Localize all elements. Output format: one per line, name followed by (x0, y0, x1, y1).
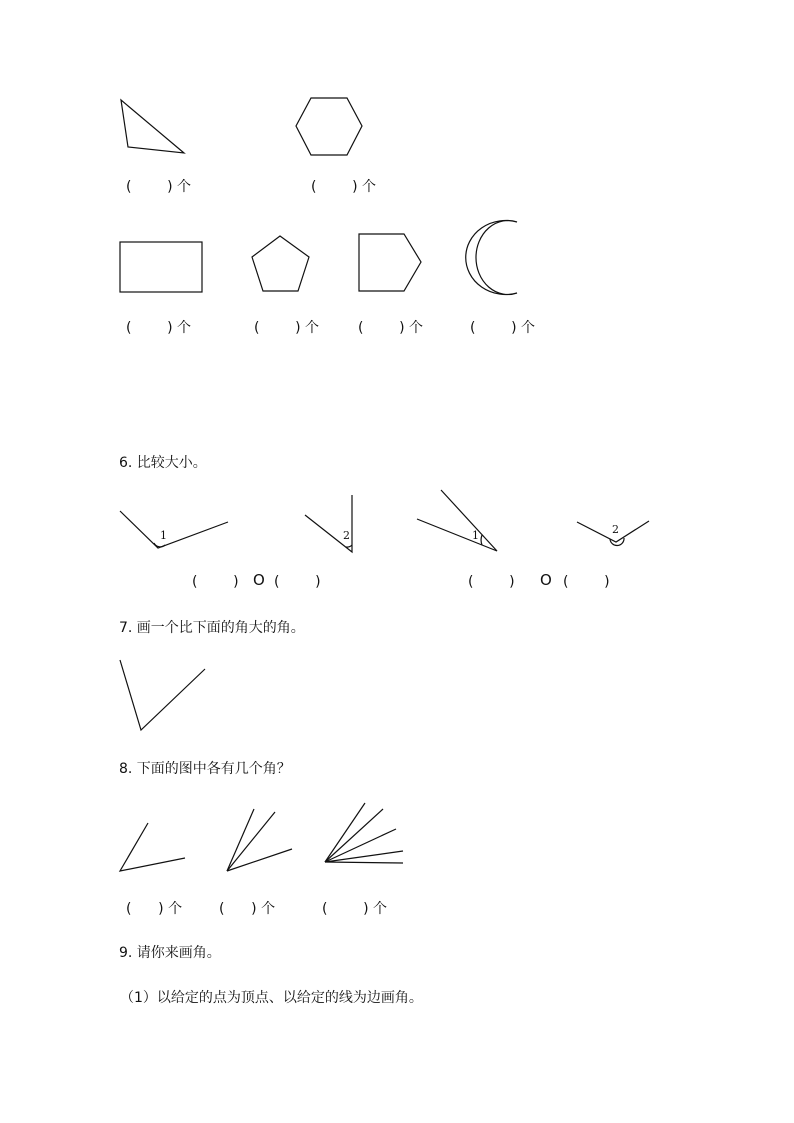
compare-blank-right-2[interactable]: ( ) (563, 574, 610, 590)
triangle-shape (121, 100, 184, 153)
figure-one-angle (120, 823, 185, 871)
count-blank-hexagon[interactable]: ( ) 个 (311, 179, 376, 195)
hexagon-shape (296, 98, 362, 155)
question-9-title: 9. 请你来画角。 (119, 945, 221, 961)
compare-circle-1[interactable]: O (253, 571, 265, 589)
arrow-pentagon-shape (359, 234, 421, 291)
compare-circle-2[interactable]: O (540, 571, 552, 589)
angle-1-left (120, 511, 228, 548)
question-8-title: 8. 下面的图中各有几个角？ (119, 761, 291, 777)
rectangle-shape (120, 242, 202, 292)
count-blank-pentagon[interactable]: ( ) 个 (254, 320, 319, 336)
compare-blank-right-1[interactable]: ( ) (274, 574, 321, 590)
figure-three-rays (227, 809, 292, 871)
angle-label-1: 1 (160, 529, 167, 542)
count-blank-figure-1[interactable]: ( ) 个 (126, 901, 183, 917)
count-blank-rectangle[interactable]: ( ) 个 (126, 320, 191, 336)
count-blank-figure-3[interactable]: ( ) 个 (322, 901, 387, 917)
reference-angle (120, 660, 205, 730)
angle-label-2: 2 (343, 529, 350, 542)
angle-1-right (417, 490, 497, 551)
angle-label-2b: 2 (612, 523, 619, 536)
pentagon-shape (252, 236, 309, 291)
count-blank-arrow-pentagon[interactable]: ( ) 个 (358, 320, 423, 336)
question-7-title: 7. 画一个比下面的角大的角。 (119, 620, 305, 636)
count-blank-triangle[interactable]: ( ) 个 (126, 179, 191, 195)
figure-five-rays (325, 803, 403, 863)
count-blank-crescent[interactable]: ( ) 个 (470, 320, 535, 336)
angle-label-1b: 1 (472, 529, 479, 542)
crescent-moon-shape (466, 221, 517, 295)
angle-2-left (305, 495, 352, 552)
count-blank-figure-2[interactable]: ( ) 个 (219, 901, 276, 917)
compare-blank-left-2[interactable]: ( ) (468, 574, 515, 590)
question-9-part-1: （1）以给定的点为顶点、以给定的线为边画角。 (120, 990, 423, 1006)
compare-blank-left-1[interactable]: ( ) (192, 574, 239, 590)
question-6-title: 6. 比较大小。 (119, 455, 207, 471)
